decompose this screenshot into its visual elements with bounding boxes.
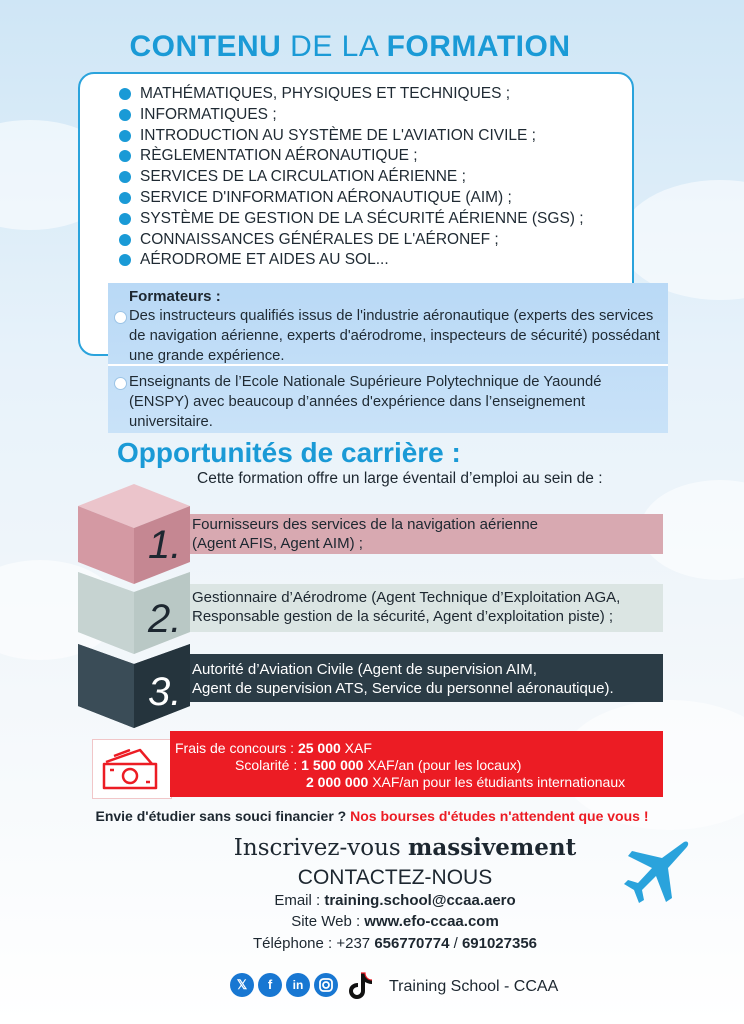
list-item [118,229,584,250]
list-item [118,249,584,270]
contact-website [0,913,744,930]
list-item [118,166,584,187]
signup-part-2: massivement [408,834,577,861]
list-item [118,208,584,229]
contact-title: CONTACTEZ-NOUS [297,866,493,889]
tagline-highlight: Nos bourses d'études n'attendent que vous ! [350,808,649,824]
trainer-bullet-icon [114,311,127,324]
career-text-2 [192,588,620,626]
email-link[interactable]: training.school@ccaa.aero [324,892,516,909]
website-label: Site Web : [291,913,361,930]
exam-fee-line [175,740,372,757]
phone-number-2[interactable]: 691027356 [461,935,538,952]
intl-tuition-suffix: XAF/an pour les étudiants internationaux [372,774,626,790]
career-3-line-1: Autorité d’Aviation Civile (Agent de supervision AIM, [192,661,537,678]
title-part-2: DE LA [290,30,378,63]
tiktok-icon[interactable] [346,970,374,1000]
career-number-3: 3. [148,670,182,714]
local-tuition-amount: 1 500 000 [301,757,364,773]
career-1-line-2: (Agent AFIS, Agent AIM) ; [192,535,363,552]
tagline-question: Envie d'étudier sans souci financier ? [95,808,347,824]
phone-number-1[interactable]: 656770774 [374,935,450,952]
list-item [118,83,584,104]
career-number-2: 2. [148,597,182,641]
page-title [0,30,700,64]
intl-tuition-line [306,774,625,791]
subject-label: INTRODUCTION AU SYSTÈME DE L'AVIATION CIVILE ; [140,126,536,144]
airplane-icon [624,838,690,908]
bullet-icon [119,213,131,225]
careers-title: Opportunités de carrière : [117,437,461,468]
bullet-icon [119,130,131,142]
subject-label: AÉRODROME ET AIDES AU SOL... [140,251,389,269]
subject-label: RÈGLEMENTATION AÉRONAUTIQUE ; [140,147,418,165]
subject-label: INFORMATIQUES ; [140,105,277,123]
instagram-icon[interactable] [314,973,338,997]
website-link[interactable]: www.efo-ccaa.com [364,913,499,930]
career-number-1: 1. [148,523,182,567]
bullet-icon [119,192,131,204]
trainers-heading: Formateurs : [129,288,221,305]
trainer-item-2: Enseignants de l’Ecole Nationale Supérieure Polytechnique de Yaoundé (ENSPY) avec beaucoup d’années d'expérience dans l’enseignement universitaire. [129,374,602,430]
career-2-line-2: Responsable gestion de la sécurité, Agent d’exploitation piste) ; [192,608,614,625]
linkedin-icon[interactable]: in [286,973,310,997]
subject-label: SERVICE D'INFORMATION AÉRONAUTIQUE (AIM) ; [140,188,512,206]
contact-phone [0,935,744,952]
bullet-icon [119,109,131,121]
trainer-item-1: Des instructeurs qualifiés issus de l'industrie aéronautique (experts des services de navigation aérienne, experts d'aérodrome, inspecteurs de sécurité) possédant une grande expérience. [129,308,660,364]
local-tuition-line [235,757,521,774]
exam-fee-currency: XAF [344,740,372,756]
phone-label: Téléphone : [252,935,333,952]
list-item [118,125,584,146]
career-3-line-2: Agent de supervision ATS, Service du personnel aéronautique). [192,680,614,697]
x-icon[interactable]: 𝕏 [230,973,254,997]
list-item [118,145,584,166]
bullet-icon [119,88,131,100]
bullet-icon [119,234,131,246]
facebook-icon[interactable]: f [258,973,282,997]
local-tuition-suffix: XAF/an (pour les locaux) [367,757,522,773]
signup-part-1: Inscrivez-vous [233,835,401,861]
phone-prefix: +237 [336,935,371,952]
scholarship-tagline [0,808,744,824]
email-label: Email : [274,892,321,909]
bullet-icon [119,254,131,266]
footer-org-name: Training School - CCAA [389,978,559,995]
exam-fee-label: Frais de concours : [175,740,295,756]
money-icon [100,744,162,792]
title-part-3: FORMATION [386,30,571,63]
title-part-1: CONTENU [129,30,282,63]
career-2-line-1: Gestionnaire d’Aérodrome (Agent Technique d’Exploitation AGA, [192,589,621,606]
phone-separator: / [453,935,458,952]
careers-intro: Cette formation offre un large éventail d’emploi au sein de : [197,470,603,487]
subject-label: MATHÉMATIQUES, PHYSIQUES ET TECHNIQUES ; [140,85,511,102]
subject-label: SYSTÈME DE GESTION DE LA SÉCURITÉ AÉRIENNE (SGS) ; [140,209,584,227]
tuition-label: Scolarité : [235,757,298,773]
list-item [118,104,584,125]
subject-label: SERVICES DE LA CIRCULATION AÉRIENNE ; [140,168,466,186]
trainer-bullet-icon [114,377,127,390]
career-text-1 [192,515,538,553]
subjects-list [118,83,584,270]
exam-fee-amount: 25 000 [297,740,341,756]
career-1-line-1: Fournisseurs des services de la navigation aérienne [192,516,539,533]
bullet-icon [119,171,131,183]
subject-label: CONNAISSANCES GÉNÉRALES DE L'AÉRONEF ; [140,230,499,248]
list-item [118,187,584,208]
intl-tuition-amount: 2 000 000 [306,774,369,790]
career-text-3 [192,660,614,698]
bullet-icon [119,150,131,162]
